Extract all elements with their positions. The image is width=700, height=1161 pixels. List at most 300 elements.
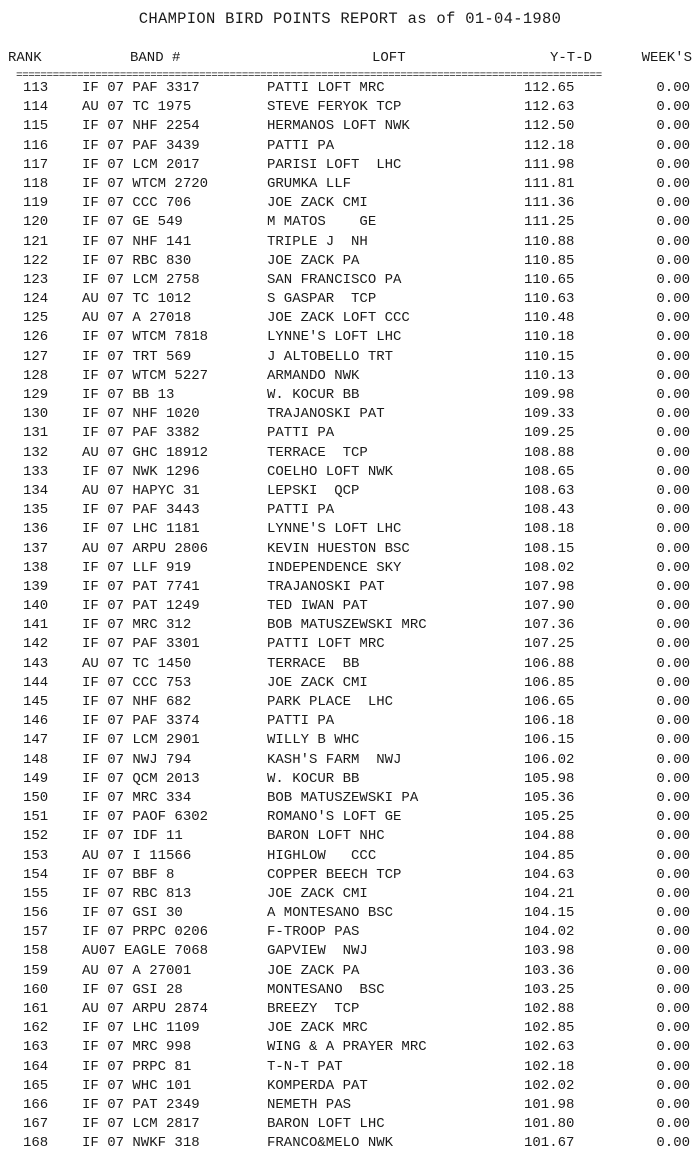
loft-name-cell: TERRACE TCP (267, 444, 368, 461)
table-row (0, 98, 700, 117)
loft-name-cell: STEVE FERYOK TCP (267, 99, 402, 116)
rank-cell: 113 (23, 80, 49, 96)
loft-name-cell: BREEZY TCP (267, 1001, 360, 1017)
table-row (0, 770, 700, 789)
band-number-cell: IF 07 PAF 3382 (82, 425, 200, 442)
loft-name-cell: TRAJANOSKI PAT (267, 406, 385, 423)
rank-cell: 163 (23, 1039, 49, 1056)
week-points-cell: 0.00 (656, 1135, 690, 1152)
rank-cell: 114 (23, 99, 49, 116)
week-points-cell: 0.00 (656, 1020, 690, 1037)
ytd-points-cell: 103.98 (524, 943, 575, 960)
rank-cell: 148 (23, 751, 49, 768)
header-week: WEEK'S (641, 50, 692, 66)
week-points-cell: 0.00 (656, 310, 690, 327)
loft-name-cell: A MONTESANO BSC (267, 905, 394, 922)
band-number-cell: IF 07 PAT 2349 (82, 1096, 200, 1113)
band-number-cell: AU 07 GHC 18912 (82, 444, 209, 461)
loft-name-cell: WING & A PRAYER MRC (267, 1039, 427, 1056)
rank-cell: 136 (23, 521, 49, 538)
rank-cell: 154 (23, 866, 49, 883)
rank-cell: 133 (23, 463, 49, 480)
rank-cell: 160 (23, 981, 49, 998)
rank-cell: 158 (23, 943, 49, 960)
table-row (0, 501, 700, 520)
rank-cell: 166 (23, 1096, 49, 1113)
week-points-cell: 0.00 (656, 118, 690, 135)
band-number-cell: IF 07 NHF 2254 (82, 118, 200, 135)
rank-cell: 161 (23, 1001, 49, 1017)
ytd-points-cell: 112.50 (524, 118, 575, 135)
loft-name-cell: PARK PLACE LHC (267, 694, 394, 710)
table-row (0, 540, 700, 559)
report-table-body (0, 79, 700, 1154)
week-points-cell: 0.00 (656, 943, 690, 960)
ytd-points-cell: 112.18 (524, 137, 575, 154)
ytd-points-cell: 108.18 (524, 521, 575, 538)
table-row (0, 597, 700, 616)
band-number-cell: IF 07 NWKF 318 (82, 1135, 200, 1152)
band-number-cell: IF 07 PAT 7741 (82, 578, 200, 595)
band-number-cell: IF 07 GSI 30 (82, 905, 183, 922)
week-points-cell: 0.00 (656, 1077, 690, 1094)
rank-cell: 155 (23, 885, 49, 902)
week-points-cell: 0.00 (656, 1058, 690, 1075)
loft-name-cell: PATTI LOFT MRC (267, 80, 385, 96)
week-points-cell: 0.00 (656, 578, 690, 595)
band-number-cell: AU 07 TC 1975 (82, 99, 192, 116)
band-number-cell: AU 07 ARPU 2874 (82, 1001, 209, 1017)
table-row (0, 866, 700, 885)
table-row (0, 290, 700, 309)
loft-name-cell: F-TROOP PAS (267, 924, 360, 941)
rank-cell: 119 (23, 195, 49, 212)
rank-cell: 140 (23, 598, 49, 615)
ytd-points-cell: 102.18 (524, 1058, 575, 1075)
band-number-cell: IF 07 NHF 682 (82, 694, 192, 710)
week-points-cell: 0.00 (656, 674, 690, 691)
table-row (0, 213, 700, 232)
ytd-points-cell: 101.98 (524, 1096, 575, 1113)
band-number-cell: IF 07 WTCM 7818 (82, 329, 209, 346)
band-number-cell: IF 07 RBC 830 (82, 252, 192, 269)
week-points-cell: 0.00 (656, 732, 690, 749)
band-number-cell: IF 07 NHF 141 (82, 233, 192, 250)
band-number-cell: IF 07 PRPC 0206 (82, 924, 209, 941)
table-row (0, 328, 700, 347)
table-row (0, 847, 700, 866)
table-row (0, 578, 700, 597)
ytd-points-cell: 104.88 (524, 828, 575, 845)
table-row (0, 981, 700, 1000)
ytd-points-cell: 106.85 (524, 674, 575, 691)
band-number-cell: IF 07 PRPC 81 (82, 1058, 192, 1075)
week-points-cell: 0.00 (656, 214, 690, 231)
week-points-cell: 0.00 (656, 367, 690, 384)
week-points-cell: 0.00 (656, 713, 690, 730)
band-number-cell: IF 07 LCM 2017 (82, 156, 200, 173)
band-number-cell: IF 07 LCM 2901 (82, 732, 200, 749)
week-points-cell: 0.00 (656, 1001, 690, 1017)
band-number-cell: IF 07 PAF 3301 (82, 636, 200, 653)
week-points-cell: 0.00 (656, 809, 690, 826)
rank-cell: 139 (23, 578, 49, 595)
week-points-cell: 0.00 (656, 195, 690, 212)
ytd-points-cell: 105.25 (524, 809, 575, 826)
week-points-cell: 0.00 (656, 866, 690, 883)
week-points-cell: 0.00 (656, 156, 690, 173)
ytd-points-cell: 107.25 (524, 636, 575, 653)
week-points-cell: 0.00 (656, 770, 690, 787)
ytd-points-cell: 108.43 (524, 502, 575, 519)
loft-name-cell: T-N-T PAT (267, 1058, 343, 1075)
table-row (0, 463, 700, 482)
loft-name-cell: TERRACE BB (267, 655, 360, 672)
table-row (0, 1019, 700, 1038)
table-row (0, 559, 700, 578)
ytd-points-cell: 112.63 (524, 99, 575, 116)
week-points-cell: 0.00 (656, 981, 690, 998)
ytd-points-cell: 107.36 (524, 617, 575, 634)
week-points-cell: 0.00 (656, 233, 690, 250)
ytd-points-cell: 110.15 (524, 348, 575, 365)
week-points-cell: 0.00 (656, 175, 690, 192)
table-row (0, 175, 700, 194)
table-row (0, 1096, 700, 1115)
ytd-points-cell: 112.65 (524, 80, 575, 96)
week-points-cell: 0.00 (656, 655, 690, 672)
table-row (0, 616, 700, 635)
band-number-cell: IF 07 LCM 2817 (82, 1116, 200, 1133)
ytd-points-cell: 106.18 (524, 713, 575, 730)
rank-cell: 141 (23, 617, 49, 634)
rank-cell: 144 (23, 674, 49, 691)
table-row (0, 693, 700, 712)
ytd-points-cell: 110.88 (524, 233, 575, 250)
ytd-points-cell: 111.81 (524, 175, 575, 192)
loft-name-cell: J ALTOBELLO TRT (267, 348, 394, 365)
week-points-cell: 0.00 (656, 329, 690, 346)
loft-name-cell: JOE ZACK CMI (267, 885, 368, 902)
table-row (0, 962, 700, 981)
table-row (0, 655, 700, 674)
loft-name-cell: FRANCO&MELO NWK (267, 1135, 394, 1152)
week-points-cell: 0.00 (656, 521, 690, 538)
ytd-points-cell: 111.25 (524, 214, 575, 231)
week-points-cell: 0.00 (656, 540, 690, 557)
week-points-cell: 0.00 (656, 271, 690, 288)
rank-cell: 125 (23, 310, 49, 327)
ytd-points-cell: 109.98 (524, 387, 575, 403)
rank-cell: 134 (23, 482, 49, 499)
ytd-points-cell: 104.63 (524, 866, 575, 883)
header-rank: RANK (8, 50, 42, 66)
table-row (0, 1038, 700, 1057)
rank-cell: 137 (23, 540, 49, 557)
rank-cell: 156 (23, 905, 49, 922)
table-row (0, 424, 700, 443)
loft-name-cell: PARISI LOFT LHC (267, 156, 402, 173)
ytd-points-cell: 110.13 (524, 367, 575, 384)
week-points-cell: 0.00 (656, 559, 690, 576)
band-number-cell: IF 07 BB 13 (82, 387, 175, 403)
band-number-cell: IF 07 NHF 1020 (82, 406, 200, 423)
ytd-points-cell: 109.25 (524, 425, 575, 442)
loft-name-cell: S GASPAR TCP (267, 291, 377, 308)
ytd-points-cell: 102.02 (524, 1077, 575, 1094)
ytd-points-cell: 104.21 (524, 885, 575, 902)
ytd-points-cell: 109.33 (524, 406, 575, 423)
table-row (0, 252, 700, 271)
band-number-cell: IF 07 PAF 3443 (82, 502, 200, 519)
table-row (0, 789, 700, 808)
band-number-cell: AU 07 TC 1450 (82, 655, 192, 672)
loft-name-cell: M MATOS GE (267, 214, 377, 231)
loft-name-cell: TRIPLE J NH (267, 233, 368, 250)
loft-name-cell: NEMETH PAS (267, 1096, 352, 1113)
rank-cell: 130 (23, 406, 49, 423)
loft-name-cell: TRAJANOSKI PAT (267, 578, 385, 595)
week-points-cell: 0.00 (656, 885, 690, 902)
week-points-cell: 0.00 (656, 789, 690, 806)
ytd-points-cell: 106.88 (524, 655, 575, 672)
loft-name-cell: LYNNE'S LOFT LHC (267, 329, 402, 346)
band-number-cell: IF 07 WHC 101 (82, 1077, 192, 1094)
week-points-cell: 0.00 (656, 444, 690, 461)
rank-cell: 152 (23, 828, 49, 845)
week-points-cell: 0.00 (656, 636, 690, 653)
rank-cell: 122 (23, 252, 49, 269)
table-row (0, 1058, 700, 1077)
rank-cell: 124 (23, 291, 49, 308)
loft-name-cell: MONTESANO BSC (267, 981, 385, 998)
ytd-points-cell: 106.02 (524, 751, 575, 768)
rank-cell: 127 (23, 348, 49, 365)
loft-name-cell: LYNNE'S LOFT LHC (267, 521, 402, 538)
rank-cell: 115 (23, 118, 49, 135)
band-number-cell: IF 07 GSI 28 (82, 981, 183, 998)
loft-name-cell: HIGHLOW CCC (267, 847, 377, 864)
rank-cell: 126 (23, 329, 49, 346)
ytd-points-cell: 108.88 (524, 444, 575, 461)
ytd-points-cell: 104.15 (524, 905, 575, 922)
ytd-points-cell: 102.63 (524, 1039, 575, 1056)
rank-cell: 168 (23, 1135, 49, 1152)
loft-name-cell: BARON LOFT NHC (267, 828, 385, 845)
loft-name-cell: ROMANO'S LOFT GE (267, 809, 402, 826)
loft-name-cell: JOE ZACK PA (267, 962, 360, 979)
band-number-cell: IF 07 WTCM 5227 (82, 367, 209, 384)
table-row (0, 117, 700, 136)
rank-cell: 145 (23, 694, 49, 710)
table-row (0, 1134, 700, 1153)
table-row (0, 635, 700, 654)
band-number-cell: IF 07 CCC 753 (82, 674, 192, 691)
header-band: BAND # (130, 50, 181, 66)
loft-name-cell: BOB MATUSZEWSKI PA (267, 789, 419, 806)
rank-cell: 138 (23, 559, 49, 576)
ytd-points-cell: 103.36 (524, 962, 575, 979)
table-row (0, 482, 700, 501)
ytd-points-cell: 107.98 (524, 578, 575, 595)
loft-name-cell: LEPSKI QCP (267, 482, 360, 499)
week-points-cell: 0.00 (656, 291, 690, 308)
header-separator: ================================================================================================ (16, 72, 602, 80)
ytd-points-cell: 108.65 (524, 463, 575, 480)
week-points-cell: 0.00 (656, 482, 690, 499)
rank-cell: 147 (23, 732, 49, 749)
table-row (0, 233, 700, 252)
table-row (0, 156, 700, 175)
band-number-cell: AU 07 A 27001 (82, 962, 192, 979)
rank-cell: 123 (23, 271, 49, 288)
rank-cell: 167 (23, 1116, 49, 1133)
table-row (0, 405, 700, 424)
ytd-points-cell: 102.85 (524, 1020, 575, 1037)
week-points-cell: 0.00 (656, 80, 690, 96)
ytd-points-cell: 101.67 (524, 1135, 575, 1152)
loft-name-cell: COELHO LOFT NWK (267, 463, 394, 480)
week-points-cell: 0.00 (656, 463, 690, 480)
band-number-cell: AU 07 TC 1012 (82, 291, 192, 308)
loft-name-cell: KOMPERDA PAT (267, 1077, 368, 1094)
week-points-cell: 0.00 (656, 617, 690, 634)
table-row (0, 520, 700, 539)
loft-name-cell: ARMANDO NWK (267, 367, 360, 384)
table-row (0, 674, 700, 693)
table-row (0, 309, 700, 328)
loft-name-cell: PATTI LOFT MRC (267, 636, 385, 653)
week-points-cell: 0.00 (656, 1116, 690, 1133)
rank-cell: 157 (23, 924, 49, 941)
table-row (0, 942, 700, 961)
loft-name-cell: KASH'S FARM NWJ (267, 751, 402, 768)
table-row (0, 348, 700, 367)
table-row (0, 271, 700, 290)
rank-cell: 146 (23, 713, 49, 730)
column-header-row (0, 50, 700, 70)
loft-name-cell: GRUMKA LLF (267, 175, 352, 192)
ytd-points-cell: 105.98 (524, 770, 575, 787)
ytd-points-cell: 103.25 (524, 981, 575, 998)
table-row (0, 1077, 700, 1096)
band-number-cell: IF 07 PAOF 6302 (82, 809, 209, 826)
band-number-cell: IF 07 PAF 3374 (82, 713, 200, 730)
ytd-points-cell: 110.18 (524, 329, 575, 346)
loft-name-cell: HERMANOS LOFT NWK (267, 118, 410, 135)
loft-name-cell: JOE ZACK CMI (267, 674, 368, 691)
band-number-cell: IF 07 MRC 998 (82, 1039, 192, 1056)
band-number-cell: IF 07 RBC 813 (82, 885, 192, 902)
table-row (0, 194, 700, 213)
band-number-cell: IF 07 QCM 2013 (82, 770, 200, 787)
week-points-cell: 0.00 (656, 99, 690, 116)
band-number-cell: AU 07 ARPU 2806 (82, 540, 209, 557)
week-points-cell: 0.00 (656, 425, 690, 442)
rank-cell: 159 (23, 962, 49, 979)
rank-cell: 164 (23, 1058, 49, 1075)
rank-cell: 117 (23, 156, 49, 173)
ytd-points-cell: 104.85 (524, 847, 575, 864)
band-number-cell: IF 07 NWK 1296 (82, 463, 200, 480)
loft-name-cell: BARON LOFT LHC (267, 1116, 385, 1133)
rank-cell: 129 (23, 387, 49, 403)
week-points-cell: 0.00 (656, 137, 690, 154)
week-points-cell: 0.00 (656, 598, 690, 615)
ytd-points-cell: 106.65 (524, 694, 575, 710)
table-row (0, 904, 700, 923)
ytd-points-cell: 107.90 (524, 598, 575, 615)
band-number-cell: IF 07 MRC 312 (82, 617, 192, 634)
week-points-cell: 0.00 (656, 751, 690, 768)
loft-name-cell: PATTI PA (267, 137, 335, 154)
band-number-cell: AU 07 I 11566 (82, 847, 192, 864)
table-row (0, 712, 700, 731)
band-number-cell: AU 07 A 27018 (82, 310, 192, 327)
ytd-points-cell: 108.63 (524, 482, 575, 499)
week-points-cell: 0.00 (656, 924, 690, 941)
rank-cell: 132 (23, 444, 49, 461)
ytd-points-cell: 105.36 (524, 789, 575, 806)
week-points-cell: 0.00 (656, 1096, 690, 1113)
loft-name-cell: COPPER BEECH TCP (267, 866, 402, 883)
rank-cell: 121 (23, 233, 49, 250)
loft-name-cell: GAPVIEW NWJ (267, 943, 368, 960)
loft-name-cell: JOE ZACK CMI (267, 195, 368, 212)
table-row (0, 1000, 700, 1019)
week-points-cell: 0.00 (656, 502, 690, 519)
band-number-cell: IF 07 IDF 11 (82, 828, 183, 845)
rank-cell: 135 (23, 502, 49, 519)
rank-cell: 120 (23, 214, 49, 231)
ytd-points-cell: 111.98 (524, 156, 575, 173)
band-number-cell: IF 07 MRC 334 (82, 789, 192, 806)
week-points-cell: 0.00 (656, 406, 690, 423)
rank-cell: 162 (23, 1020, 49, 1037)
rank-cell: 131 (23, 425, 49, 442)
week-points-cell: 0.00 (656, 828, 690, 845)
week-points-cell: 0.00 (656, 1039, 690, 1056)
rank-cell: 116 (23, 137, 49, 154)
ytd-points-cell: 102.88 (524, 1001, 575, 1017)
loft-name-cell: JOE ZACK LOFT CCC (267, 310, 410, 327)
loft-name-cell: WILLY B WHC (267, 732, 360, 749)
table-row (0, 731, 700, 750)
table-row (0, 444, 700, 463)
rank-cell: 151 (23, 809, 49, 826)
band-number-cell: IF 07 GE 549 (82, 214, 183, 231)
rank-cell: 153 (23, 847, 49, 864)
rank-cell: 143 (23, 655, 49, 672)
table-row (0, 751, 700, 770)
band-number-cell: IF 07 TRT 569 (82, 348, 192, 365)
table-row (0, 808, 700, 827)
week-points-cell: 0.00 (656, 387, 690, 403)
band-number-cell: IF 07 PAF 3439 (82, 137, 200, 154)
loft-name-cell: KEVIN HUESTON BSC (267, 540, 410, 557)
ytd-points-cell: 108.02 (524, 559, 575, 576)
band-number-cell: IF 07 PAF 3317 (82, 80, 200, 96)
band-number-cell: IF 07 WTCM 2720 (82, 175, 209, 192)
table-row (0, 923, 700, 942)
ytd-points-cell: 110.48 (524, 310, 575, 327)
ytd-points-cell: 106.15 (524, 732, 575, 749)
ytd-points-cell: 110.85 (524, 252, 575, 269)
band-number-cell: AU 07 HAPYC 31 (82, 482, 200, 499)
ytd-points-cell: 111.36 (524, 195, 575, 212)
loft-name-cell: INDEPENDENCE SKY (267, 559, 402, 576)
loft-name-cell: PATTI PA (267, 713, 335, 730)
